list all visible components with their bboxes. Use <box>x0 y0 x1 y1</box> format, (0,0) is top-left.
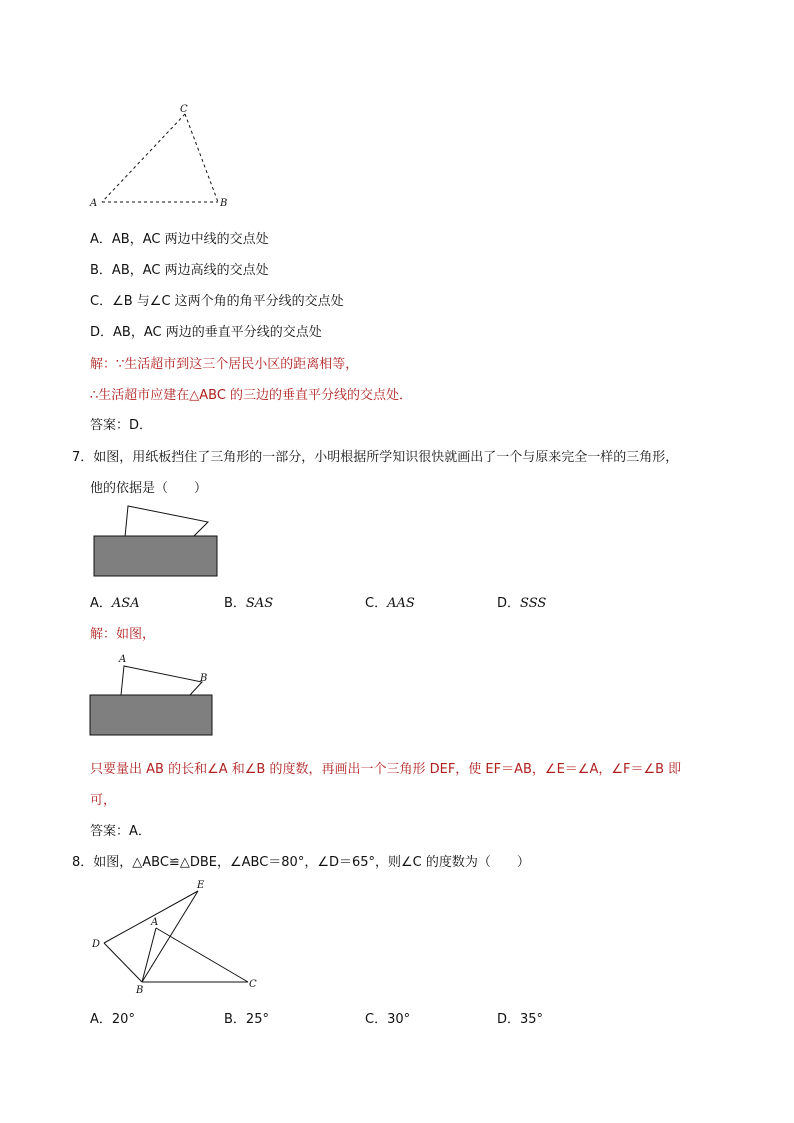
q8-stem: 8．如图，△ABC≌△DBE，∠ABC＝80°，∠D＝65°，则∠C 的度数为（ ） <box>72 855 530 870</box>
option-text: AB，AC 两边的垂直平分线的交点处 <box>113 325 322 340</box>
q7-solution-figure <box>88 650 218 738</box>
q7-option-a <box>90 592 140 611</box>
option-letter: A． <box>90 1012 112 1027</box>
label-d: D <box>92 939 101 950</box>
option-letter: B． <box>224 1012 246 1027</box>
option-letter: A． <box>90 232 112 247</box>
label-c: C <box>249 979 257 990</box>
cardboard-cover <box>94 536 217 576</box>
label-b: B <box>200 673 208 684</box>
option-letter: A． <box>90 596 112 611</box>
label-a: A <box>151 917 159 928</box>
side-ba <box>142 928 156 982</box>
q7-solution-intro: 解：如图， <box>90 627 156 642</box>
q6-solution-line2: ∴生活超市应建在△ABC 的三边的垂直平分线的交点处． <box>90 388 413 403</box>
q7-answer: 答案：A． <box>90 824 151 839</box>
q6-option-a <box>90 228 269 247</box>
q7-solution-line2: 可， <box>90 793 117 808</box>
q7-stem-line1: 7．如图，用纸板挡住了三角形的一部分，小明根据所学知识很快就画出了一个与原来完全一样的三角形， <box>72 450 679 465</box>
triangle-outline <box>121 666 202 695</box>
option-letter: C． <box>365 596 388 611</box>
q7-option-d <box>497 592 546 611</box>
option-text: ASA <box>111 596 140 611</box>
q8-option-b <box>224 1008 269 1027</box>
option-letter: D． <box>497 596 521 611</box>
q6-option-b <box>90 259 269 278</box>
q8-option-d <box>497 1008 543 1027</box>
q6-option-d <box>90 321 322 340</box>
q7-stem-line2: 他的依据是（ ） <box>90 481 208 496</box>
q8-option-c <box>365 1008 410 1027</box>
q8-option-a <box>90 1008 135 1027</box>
q6-option-c <box>90 290 344 309</box>
option-letter: C． <box>90 294 113 309</box>
triangle-abc-figure <box>85 100 245 215</box>
side-ca <box>102 114 185 202</box>
label-b: B <box>220 198 228 209</box>
option-letter: B． <box>90 263 112 278</box>
side-db <box>104 943 142 982</box>
side-cb <box>185 114 218 202</box>
q6-solution-line1: 解：∵生活超市到这三个居民小区的距离相等， <box>90 357 359 372</box>
label-e: E <box>197 880 205 891</box>
option-text: AB，AC 两边中线的交点处 <box>111 232 269 247</box>
option-text: 20° <box>111 1012 135 1027</box>
option-text: AB，AC 两边高线的交点处 <box>111 263 269 278</box>
q6-answer: 答案：D． <box>90 418 153 433</box>
option-text: SSS <box>520 596 547 611</box>
q8-figure <box>88 875 268 1000</box>
label-b: B <box>136 985 144 996</box>
q7-option-c <box>365 592 415 611</box>
label-a: A <box>119 654 127 665</box>
option-letter: B． <box>224 596 246 611</box>
option-letter: D． <box>90 325 114 340</box>
option-text: ∠B 与∠C 这两个角的角平分线的交点处 <box>112 294 344 309</box>
triangle-outline <box>125 506 208 537</box>
option-letter: C． <box>365 1012 388 1027</box>
option-letter: D． <box>497 1012 521 1027</box>
option-text: 30° <box>387 1012 411 1027</box>
q7-option-b <box>224 592 273 611</box>
label-c: C <box>180 104 188 115</box>
label-a: A <box>90 198 98 209</box>
cardboard-cover <box>90 695 212 735</box>
q7-solution-line1: 只要量出 AB 的长和∠A 和∠B 的度数，再画出一个三角形 DEF，使 EF＝AB，∠E＝∠A，∠F＝∠B 即 <box>90 762 682 777</box>
option-text: SAS <box>245 596 274 611</box>
option-text: 35° <box>520 1012 544 1027</box>
option-text: 25° <box>245 1012 269 1027</box>
q7-figure <box>88 500 223 580</box>
option-text: AAS <box>387 596 415 611</box>
side-ac <box>156 928 248 982</box>
